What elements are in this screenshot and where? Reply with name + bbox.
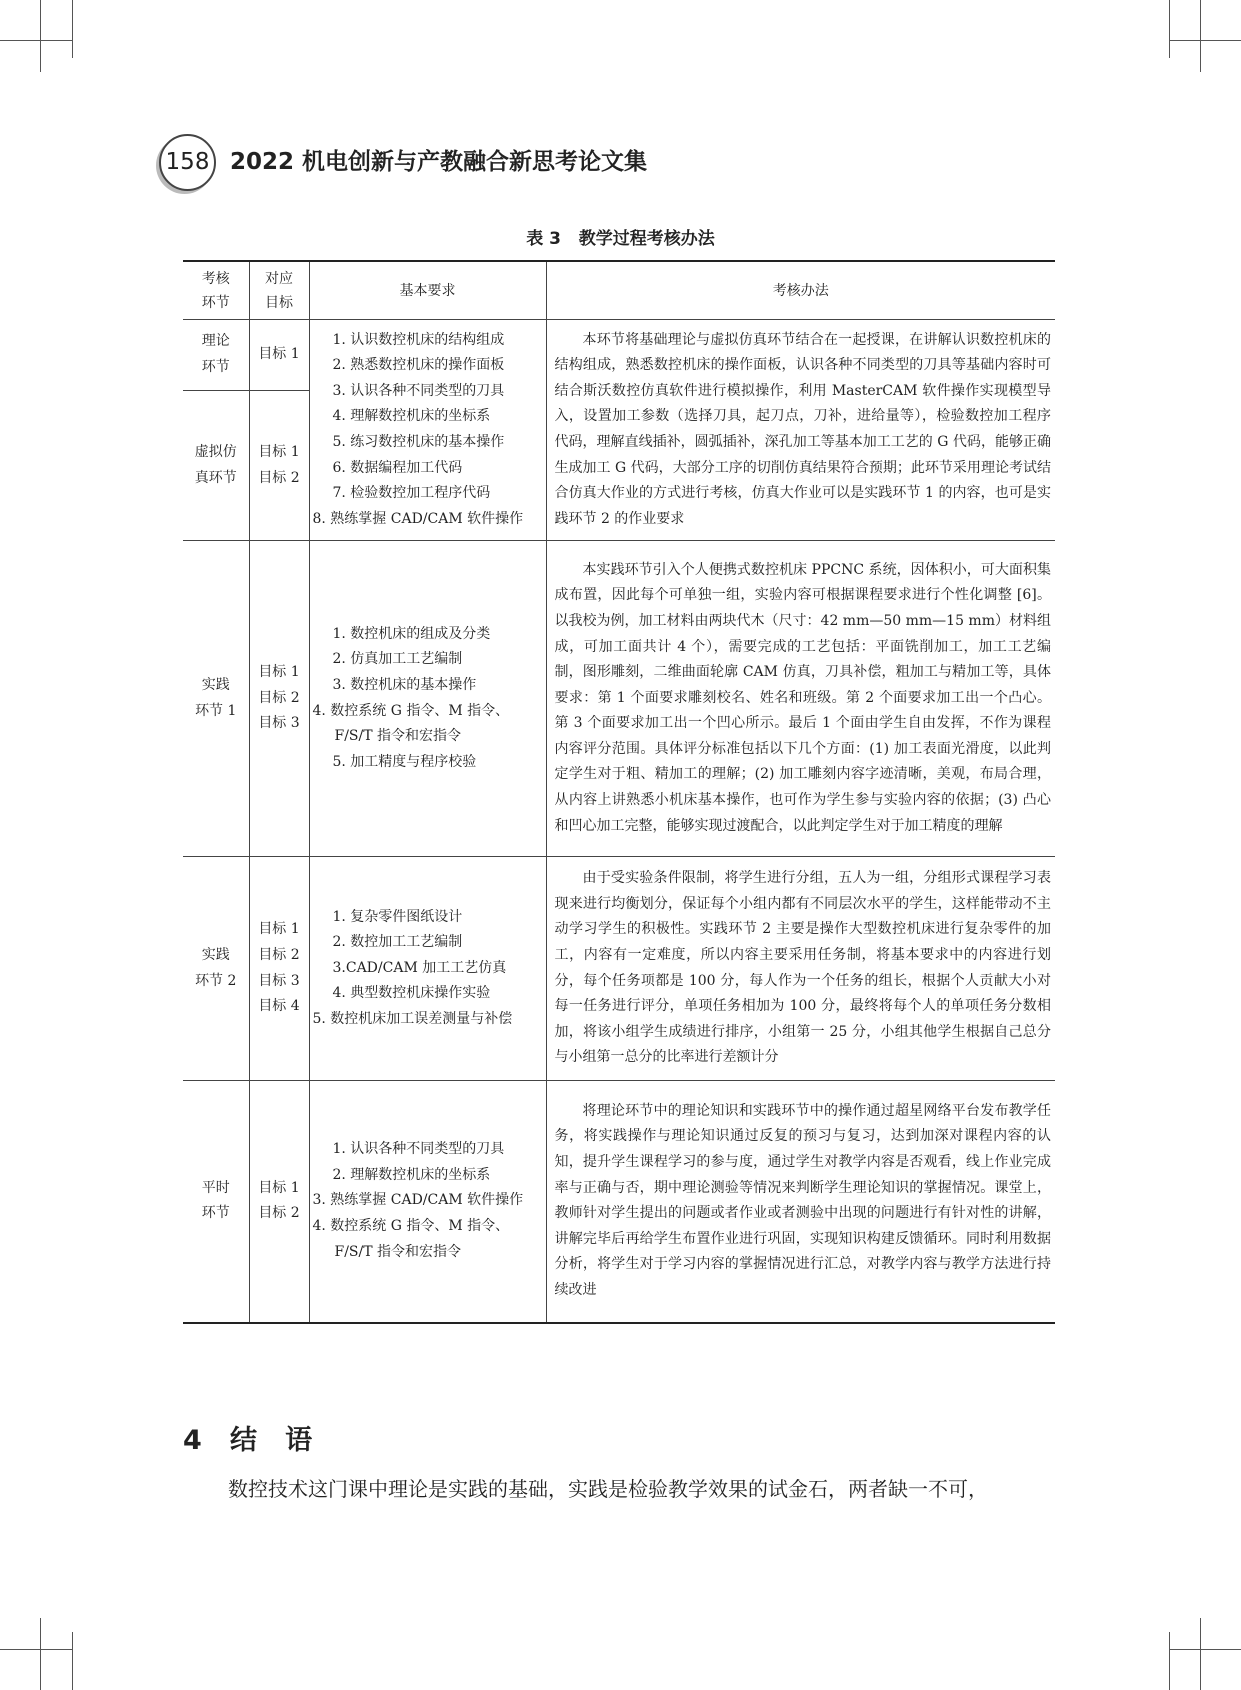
crop-mark: [72, 1632, 73, 1690]
body-paragraph: 数控技术这门课中理论是实践的基础，实践是检验教学效果的试金石，两者缺一不可，: [228, 1477, 988, 1501]
crop-mark: [0, 40, 72, 41]
page-number: 158: [159, 134, 216, 191]
method-cell: [546, 1081, 1055, 1323]
assessment-table: [183, 260, 1055, 1324]
requirements-cell: [309, 857, 546, 1081]
stage-cell: 平时 环节: [183, 1081, 249, 1323]
list-item: 4. 典型数控机床操作实验: [332, 985, 491, 1002]
list-item: 7. 检验数控加工程序代码: [332, 485, 491, 502]
table-row: [183, 1081, 1055, 1323]
crop-mark: [1169, 1649, 1241, 1650]
book-title: 2022 机电创新与产教融合新思考论文集: [230, 149, 648, 175]
list-item: 1. 复杂零件图纸设计: [332, 908, 463, 925]
crop-mark: [1200, 1618, 1201, 1690]
goal-cell: 目标 1: [249, 320, 309, 391]
header-requirements: 基本要求: [309, 261, 546, 320]
list-item: 4. 理解数控机床的坐标系: [332, 408, 491, 425]
crop-mark: [1169, 40, 1241, 41]
table-caption: 表 3 教学过程考核办法: [526, 229, 715, 249]
crop-mark: [1169, 1632, 1170, 1690]
goal-cell: 目标 1 目标 2: [249, 1081, 309, 1323]
list-item: 3. 熟练掌握 CAD/CAM 软件操作: [312, 1192, 524, 1209]
method-cell: [546, 320, 1055, 541]
crop-mark: [40, 1618, 41, 1690]
list-item: 3. 认识各种不同类型的刀具: [332, 382, 505, 399]
table-row: [183, 857, 1055, 1081]
list-item: 4. 数控系统 G 指令、M 指令、F/S/T 指令和宏指令: [312, 1218, 510, 1260]
list-item: 1. 数控机床的组成及分类: [332, 625, 491, 642]
method-text: 本环节将基础理论与虚拟仿真环节结合在一起授课，在讲解认识数控机床的结构组成，熟悉数控机床的操作面板，认识各种不同类型的刀具等基础内容时可结合斯沃数控仿真软件进行模拟操作，利用 MasterCAM 软件操作实现模型导入，设置加工参数（选择刀具，起刀点，刀补，进给量等），检验数控加工程序代码，理解直线插补，圆弧插补，深孔加工等基本加工工艺的 G 代码，能够正确生成加工 G 代码，大部分工序的切削仿真结果符合预期；此环节采用理论考试结合仿真大作业的方式进行考核，仿真大作业可以是实践环节 1 的内容，也可是实践环节 2 的作业要求: [554, 331, 1051, 527]
list-item: 8. 熟练掌握 CAD/CAM 软件操作: [312, 510, 524, 527]
section-heading: 4 结 语: [183, 1425, 313, 1456]
method-text: 将理论环节中的理论知识和实践环节中的操作通过超星网络平台发布教学任务，将实践操作与理论知识通过反复的预习与复习，达到加深对课程内容的认知，提升学生课程学习的参与度，通过学生对教学内容是否观看，线上作业完成率与正确与否，期中理论测验等情况来判断学生理论知识的掌握情况。课堂上，教师针对学生提出的问题或者作业或者测验中出现的问题进行有针对性的讲解，讲解完毕后再给学生布置作业进行巩固，实现知识构建反馈循环。同时利用数据分析，将学生对于学习内容的掌握情况进行汇总，对教学内容与教学方法进行持续改进: [554, 1102, 1051, 1299]
list-item: 3.CAD/CAM 加工工艺仿真: [332, 959, 507, 976]
list-item: 1. 认识数控机床的结构组成: [332, 331, 505, 348]
goal-cell: 目标 1 目标 2 目标 3 目标 4: [249, 857, 309, 1081]
list-item: 1. 认识各种不同类型的刀具: [332, 1141, 505, 1158]
header-method: 考核办法: [546, 261, 1055, 320]
list-item: 5. 练习数控机床的基本操作: [332, 434, 505, 450]
list-item: 5. 加工精度与程序校验: [332, 753, 477, 770]
goal-cell: 目标 1 目标 2 目标 3: [249, 541, 309, 857]
list-item: 4. 数控系统 G 指令、M 指令、F/S/T 指令和宏指令: [312, 702, 510, 745]
method-cell: [546, 857, 1055, 1081]
list-item: 2. 数控加工工艺编制: [332, 934, 463, 951]
list-item: 3. 数控机床的基本操作: [332, 676, 477, 693]
list-item: 2. 仿真加工工艺编制: [332, 651, 463, 668]
stage-cell: 理论 环节: [183, 320, 249, 391]
crop-mark: [40, 0, 41, 72]
header-stage: 考核 环节: [183, 261, 249, 320]
method-text: 由于受实验条件限制，将学生进行分组，五人为一组，分组形式课程学习表现来进行均衡划分，保证每个小组内都有不同层次水平的学生，这样能带动不主动学习学生的积极性。实践环节 2 主要是操作大型数控机床进行复杂零件的加工，内容有一定难度，所以内容主要采用任务制，将基本要求中的内容进行划分，每个任务项都是 100 分，每人作为一个任务的组长，根据个人贡献大小对每一任务进行评分，单项任务相加为 100 分，最终将每个人的单项任务分数相加，将该小组学生成绩进行排序，小组第一 25 分，小组其他学生根据自己总分与小组第一总分的比率进行差额计分: [554, 870, 1051, 1066]
crop-mark: [1200, 0, 1201, 72]
list-item: 2. 熟悉数控机床的操作面板: [332, 357, 505, 374]
requirements-cell: [309, 541, 546, 857]
method-cell: [546, 541, 1055, 857]
table-row: [183, 320, 1055, 391]
list-item: 6. 数据编程加工代码: [332, 459, 463, 476]
list-item: 2. 理解数控机床的坐标系: [332, 1166, 491, 1183]
requirements-cell: [309, 320, 546, 541]
method-text: 本实践环节引入个人便携式数控机床 PPCNC 系统，因体积小，可大面积集成布置，因此每个可单独一组，实验内容可根据课程要求进行个性化调整 [6]。以我校为例，加工材料由两块代木（尺寸：42 mm—50 mm—15 mm）材料组成，可加工面共计 4 个），需要完成的工艺包括：平面铣削加工，加工工艺编制，图形雕刻，二维曲面轮廓 CAM 仿真，刀具补偿，粗加工与精加工等，具体要求：第 1 个面要求雕刻校名、姓名和班级。第 2 个面要求加工出一个凸心。第 3 个面要求加工出一个凹心所示。最后 1 个面由学生自由发挥，不作为课程内容评分范围。具体评分标准包括以下几个方面：(1) 加工表面光滑度，以此判定学生对于粗、精加工的理解；(2) 加工雕刻内容字迹清晰，美观，布局合理，从内容上讲熟悉小机床基本操作，也可作为学生参与实验内容的依据；(3) 凸心和凹心加工完整，能够实现过渡配合，以此判定学生对于加工精度的理解: [554, 561, 1051, 834]
header-goal: 对应 目标: [249, 261, 309, 320]
crop-mark: [1169, 0, 1170, 58]
stage-cell: 实践 环节 1: [183, 541, 249, 857]
requirements-cell: [309, 1081, 546, 1323]
stage-cell: 虚拟仿 真环节: [183, 391, 249, 541]
goal-cell: 目标 1 目标 2: [249, 391, 309, 541]
crop-mark: [0, 1649, 72, 1650]
stage-cell: 实践 环节 2: [183, 857, 249, 1081]
table-row: [183, 541, 1055, 857]
crop-mark: [72, 0, 73, 58]
list-item: 5. 数控机床加工误差测量与补偿: [312, 1010, 513, 1027]
table-header-row: [183, 261, 1055, 320]
